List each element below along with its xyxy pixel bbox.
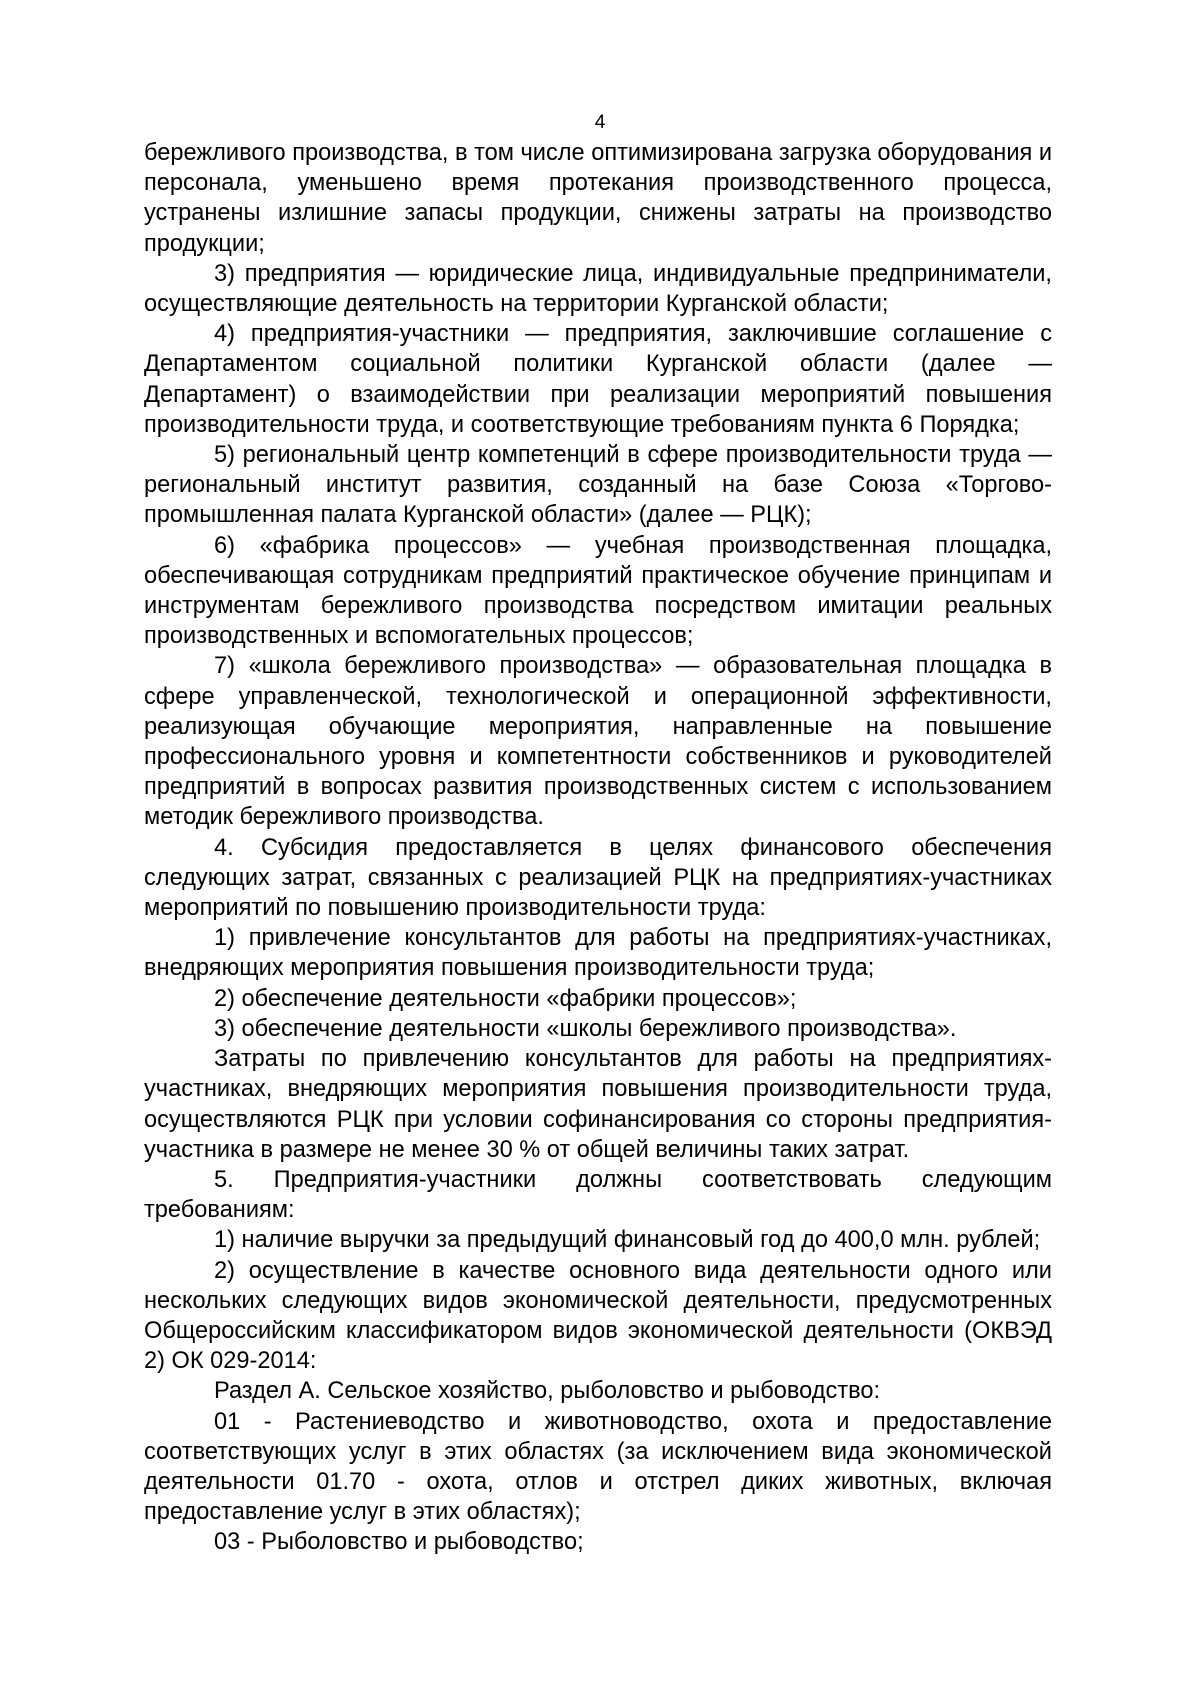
paragraph: 3) обеспечение деятельности «школы бережливого производства». xyxy=(214,1015,957,1042)
page-number: 4 xyxy=(594,112,606,133)
paragraph: 4) предприятия-участники — предприятия, заключившие соглашение с Департаментом социальной политики Курганской области (далее — Департамент) о взаимодействии при реализации мероприятий повышения производительности труда, и соответствующие требованиям пункта 6 Порядка; xyxy=(144,321,1052,438)
paragraph: Затраты по привлечению консультантов для работы на предприятиях-участниках, внедряющих мероприятия повышения производительности труда, осуществляются РЦК при условии софинансирования со стороны предприятия-участника в размере не менее 30 % от общей величины таких затрат. xyxy=(144,1046,1052,1163)
paragraph: 01 - Растениеводство и животноводство, охота и предоставление соответствующих услуг в этих областях (за исключением вида экономической деятельности 01.70 - охота, отлов и отстрел диких животных, включая предоставление услуг в этих областях); xyxy=(144,1408,1052,1526)
paragraph: 4. Субсидия предоставляется в целях финансового обеспечения следующих затрат, связанных с реализацией РЦК на предприятиях-участниках мероприятий по повышению производительности труда: xyxy=(144,834,1052,922)
paragraph: 03 - Рыболовство и рыбоводство; xyxy=(214,1529,584,1556)
paragraph: 7) «школа бережливого производства» — образовательная площадка в сфере управленческой, технологической и операционной эффективности, реализующая обучающие мероприятия, направленные на повышение профессионального уровня и компетентности собственников и руководителей предприятий в вопросах развития производственных систем с использованием методик бережливого производства. xyxy=(144,653,1052,831)
paragraph: бережливого производства, в том числе оптимизирована загрузка оборудования и персонала, уменьшено время протекания производственного процесса, устранены излишние запасы продукции, снижены затраты на производство продукции; xyxy=(144,140,1053,257)
paragraph: 1) привлечение консультантов для работы на предприятиях-участниках, внедряющих мероприятия повышения производительности труда; xyxy=(144,925,1052,982)
document-body xyxy=(144,138,1052,1558)
paragraph: 5) региональный центр компетенций в сфере производительности труда — региональный институт развития, созданный на базе Союза «Торгово-промышленная палата Курганской области» (далее — РЦК); xyxy=(144,442,1052,529)
paragraph: 2) осуществление в качестве основного вида деятельности одного или нескольких следующих видов экономической деятельности, предусмотренных Общероссийским классификатором видов экономической деятельности (ОКВЭД 2) ОК 029-2014: xyxy=(144,1257,1052,1375)
paragraph: 5. Предприятия-участники должны соответствовать следующим требованиям: xyxy=(144,1166,1052,1224)
paragraph: 6) «фабрика процессов» — учебная производственная площадка, обеспечивающая сотрудникам предприятий практическое обучение принципам и инструментам бережливого производства посредством имитации реальных производственных и вспомогательных процессов; xyxy=(144,532,1052,650)
paragraph: 1) наличие выручки за предыдущий финансовый год до 400,0 млн. рублей; xyxy=(214,1227,1041,1254)
paragraph: 3) предприятия — юридические лица, индивидуальные предприниматели, осуществляющие деятельность на территории Курганской области; xyxy=(144,260,1052,318)
paragraph: 2) обеспечение деятельности «фабрики процессов»; xyxy=(214,985,797,1012)
paragraph: Раздел А. Сельское хозяйство, рыболовство и рыбоводство: xyxy=(214,1378,881,1405)
